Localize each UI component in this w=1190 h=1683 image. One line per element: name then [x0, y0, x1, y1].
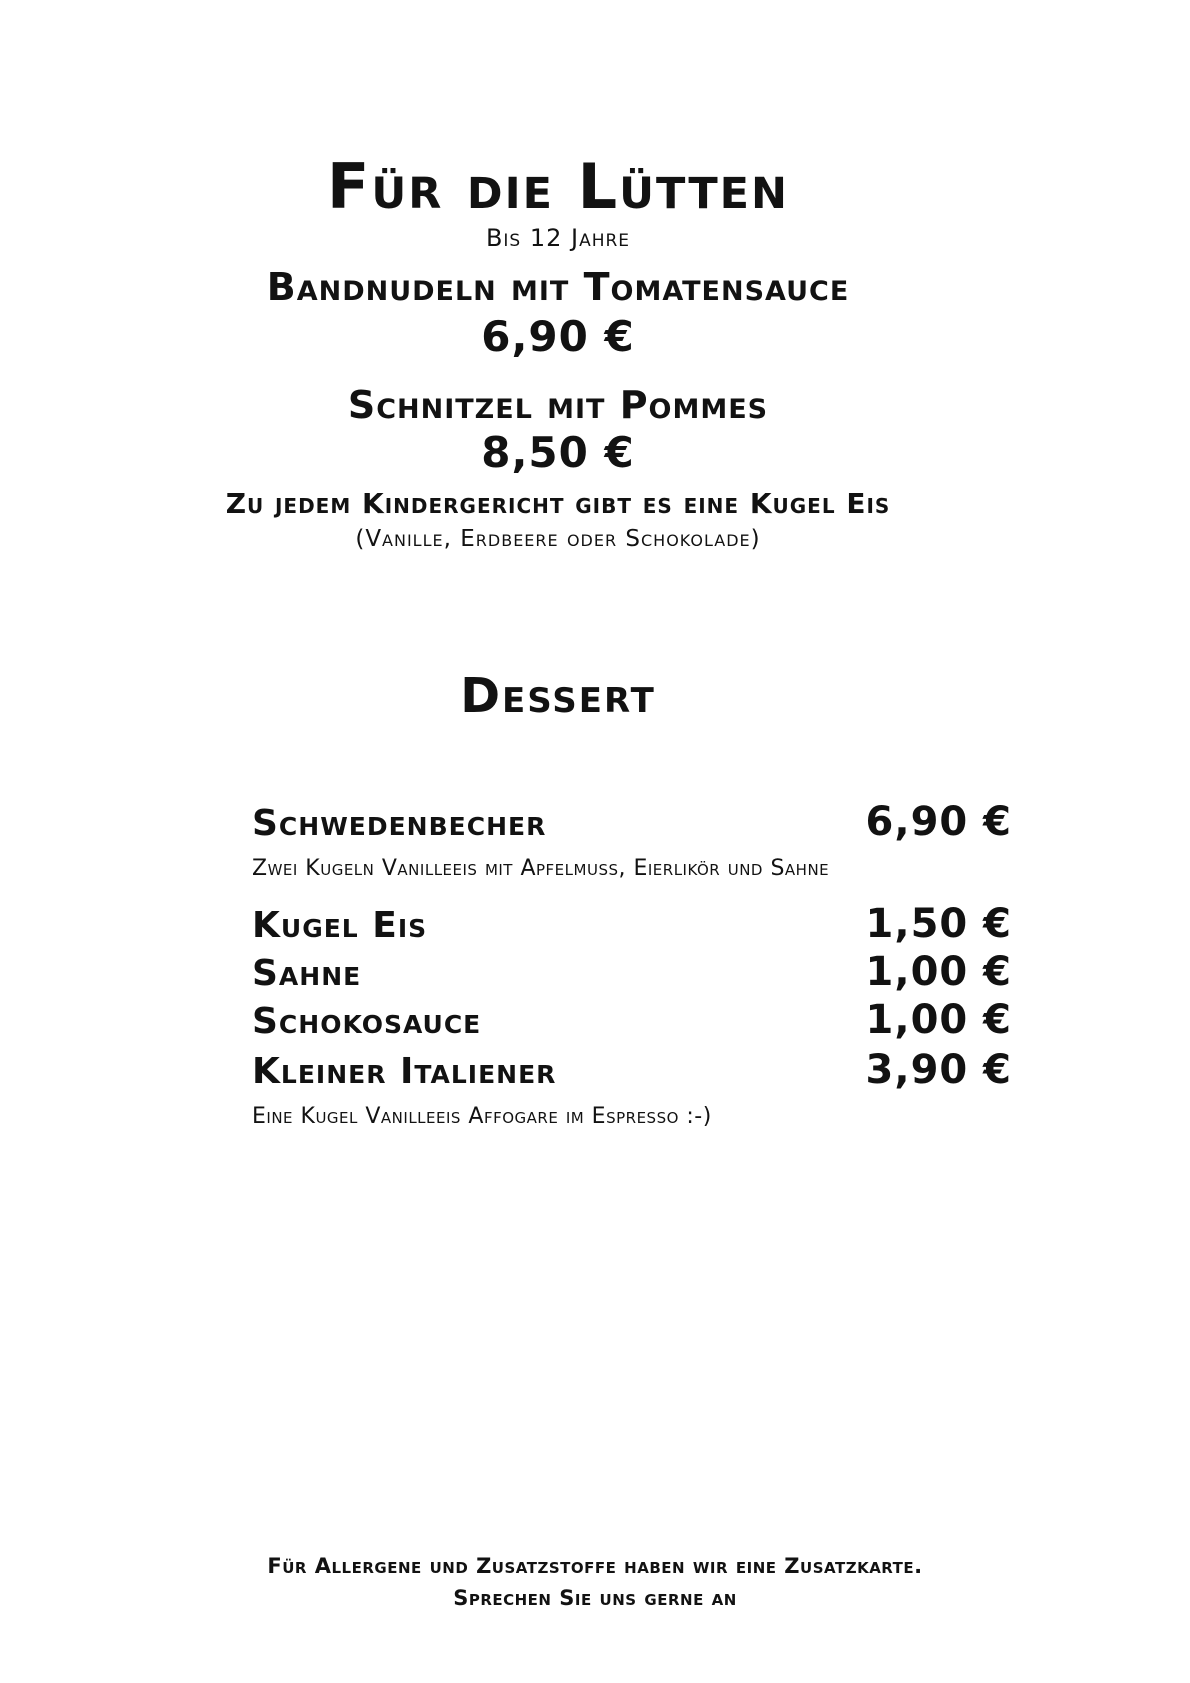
dessert-item-price: 1,00 €	[865, 997, 1012, 1043]
dessert-item-name: Kleiner Italiener	[252, 1051, 557, 1092]
page-title: Für die Lütten	[326, 150, 790, 223]
dessert-item-price: 1,00 €	[865, 949, 1012, 995]
dessert-row	[252, 1047, 1012, 1093]
age-note: Bis 12 Jahre	[485, 224, 631, 252]
dessert-heading: Dessert	[460, 668, 656, 724]
kids-item-price: 6,90 €	[481, 312, 635, 361]
dessert-item-price: 6,90 €	[865, 799, 1012, 845]
dessert-item-description: Zwei Kugeln Vanilleeis mit Apfelmuss, Eierlikör und Sahne	[252, 856, 830, 881]
dessert-row	[252, 901, 1012, 947]
dessert-item-name: Kugel Eis	[252, 905, 428, 946]
kids-item-name: Bandnudeln mit Tomatensauce	[266, 265, 850, 309]
contact-note: Sprechen Sie uns gerne an	[453, 1586, 737, 1610]
dessert-item-name: Schwedenbecher	[252, 803, 547, 844]
kids-item-price: 8,50 €	[481, 428, 635, 477]
ice-cream-note: Zu jedem Kindergericht gibt es eine Kugel Eis	[225, 487, 891, 520]
dessert-row	[252, 949, 1012, 995]
dessert-item-name: Schokosauce	[252, 1001, 482, 1042]
kids-item-name: Schnitzel mit Pommes	[347, 383, 769, 427]
dessert-row	[252, 997, 1012, 1043]
dessert-row	[252, 799, 1012, 845]
dessert-item-name: Sahne	[252, 953, 362, 994]
dessert-item-description: Eine Kugel Vanilleeis Affogare im Espresso :-)	[252, 1104, 712, 1129]
ice-cream-flavors: (Vanille, Erdbeere oder Schokolade)	[355, 526, 761, 552]
dessert-item-price: 1,50 €	[865, 901, 1012, 947]
allergen-note: Für Allergene und Zusatzstoffe haben wir eine Zusatzkarte.	[267, 1554, 923, 1578]
dessert-item-price: 3,90 €	[865, 1047, 1012, 1093]
